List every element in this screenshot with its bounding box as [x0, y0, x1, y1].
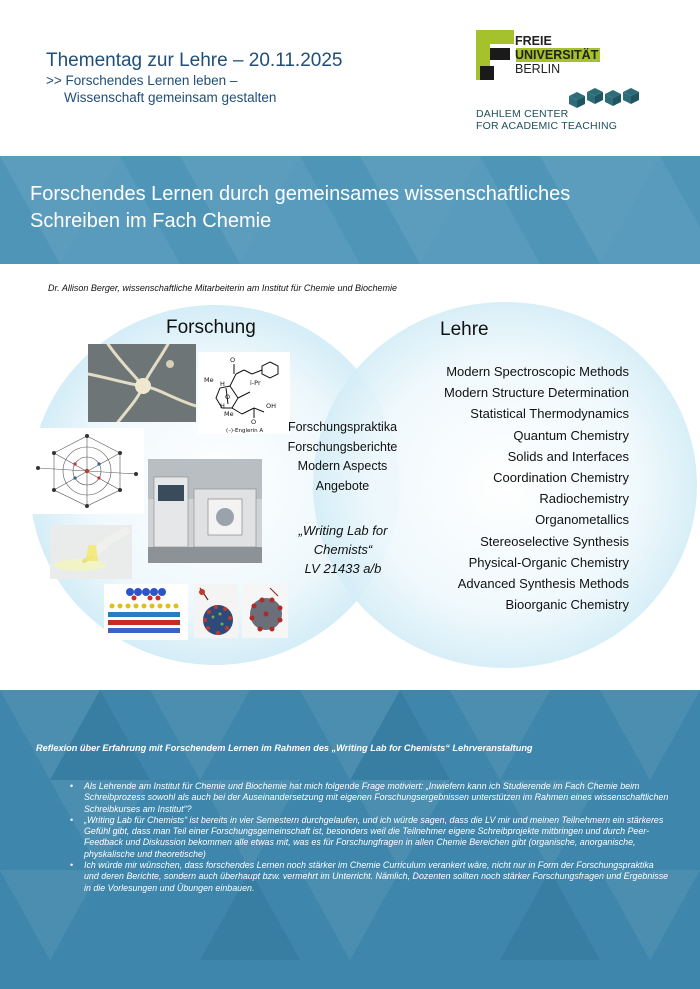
neuron-image — [88, 344, 196, 422]
lehre-heading: Lehre — [440, 319, 489, 340]
lehre-course-item: Bioorganic Chemistry — [505, 597, 629, 613]
event-subtitle-line2: Wissenschaft gemeinsam gestalten — [64, 90, 277, 105]
lab-instrument-image — [148, 459, 262, 563]
poster-title-line1: Forschendes Lernen durch gemeinsames wissenschaftliches — [30, 183, 571, 205]
forschung-heading: Forschung — [166, 317, 256, 338]
lehre-course-item: Stereoselective Synthesis — [480, 533, 629, 549]
dahlem-center-wordmark — [476, 108, 617, 132]
reflection-bullet: • „Writing Lab für Chemists“ ist bereits in vier Semestern durchgelaufen, und ich würde sagen, dass die LV mir und meinen Teilnehmern ein stärkeres Gefühl gibt, dass man Teil einer Forschungsgemeinschaft ist, besonders weil die Teilnehmer eigene Schreibprojekte mitbringen und durch Peer-Feedback und Diskussion bekommen alle etwas mit, was es für Forschungfragen in allen Chemie Bereichen gibt (organische, anorganische, physkalische und theoretische) — [70, 815, 670, 860]
lehre-course-item: Coordination Chemistry — [493, 470, 629, 486]
lehre-course-item: Solids and Interfaces — [507, 448, 629, 464]
reflection-title: Reflexion über Erfahrung mit Forschendem Lernen im Rahmen des „Writing Lab for Chemists“ Lehrveranstaltung — [36, 743, 533, 753]
poster-title-line2: Schreiben im Fach Chemie — [30, 210, 272, 232]
fu-berlin-wordmark — [515, 34, 598, 76]
fu-line3: BERLIN — [515, 62, 561, 76]
englerin-molecule-image — [198, 352, 290, 434]
molecule-atom-o2: O — [225, 393, 231, 401]
event-subtitle-line1: >> Forschendes Lernen leben – — [46, 73, 238, 88]
reflection-bullet: • Als Lehrende am Institut für Chemie und Biochemie hat mich folgende Frage motiviert: „Inwiefern kann ich Studierende im Fach Chemie beim Schreibprozess sowohl als auch bei der Auseinandersetzung mit eigenen Forschungsergebnissen unterstützen im Rahmen eines wissenschaftlichen Schreibkurses am Institut“? — [70, 781, 670, 815]
molecule-atom-o3: O — [251, 418, 257, 426]
molecule-atom-ipr: i-Pr — [250, 379, 261, 387]
writing-lab-line1: „Writing Lab for — [298, 523, 388, 538]
nanoparticle-image-2 — [242, 584, 288, 638]
molecule-atom-h2: H — [220, 402, 225, 410]
center-items-list — [280, 418, 405, 496]
nanoparticle-image-1 — [194, 584, 238, 638]
lehre-course-item: Statistical Thermodynamics — [470, 406, 629, 422]
lehre-course-item: Advanced Synthesis Methods — [457, 576, 629, 592]
dct-line1: DAHLEM CENTER — [476, 108, 569, 120]
molecule-atom-h1: H — [220, 380, 225, 388]
center-item: Angebote — [315, 478, 370, 493]
author-line: Dr. Allison Berger, wissenschaftliche Mitarbeiterin am Institut für Chemie und Biochemie — [48, 283, 397, 293]
fu-line2: UNIVERSITÄT — [515, 48, 599, 62]
molecular-layers-image — [104, 584, 188, 640]
dahlem-center-cubes-icon — [567, 86, 643, 110]
molecule-atom-oh: OH — [266, 402, 277, 410]
center-item: Modern Aspects — [297, 459, 388, 473]
molecule-atom-me1: Me — [204, 376, 214, 384]
molecule-atom-o1: O — [230, 356, 236, 364]
event-title: Thementag zur Lehre – 20.11.2025 — [46, 50, 343, 71]
reflection-bullets — [70, 781, 670, 894]
center-item: Forschungspraktika — [287, 420, 398, 434]
writing-lab-course — [278, 521, 408, 578]
lehre-course-item: Quantum Chemistry — [513, 427, 629, 443]
center-item: Forschungsberichte — [287, 439, 398, 454]
lehre-course-item: Organometallics — [535, 512, 629, 528]
chemistry-experiment-image — [50, 525, 132, 579]
crystal-structure-image — [30, 428, 144, 514]
writing-lab-line2: Chemists“ — [313, 542, 373, 557]
dct-line2: FOR ACADEMIC TEACHING — [476, 120, 618, 132]
lehre-course-list — [444, 361, 629, 615]
lehre-course-item: Radiochemistry — [539, 491, 629, 507]
lehre-course-item: Physical-Organic Chemistry — [468, 554, 629, 570]
molecule-label: (–)-Englerin A — [226, 428, 264, 434]
poster-title — [30, 181, 670, 235]
lehre-course-item: Modern Structure Determination — [444, 385, 629, 401]
fu-line1: FREIE — [515, 34, 552, 48]
reflection-bullet: • Ich würde mir wünschen, dass forschendes Lernen noch stärker im Chemie Curriculum verankert wäre, nicht nur in Form der Forschungspraktika und deren Berichte, sondern auch überhaupt bzw. vermehrt im Unterricht. Nämlich, Dozenten sollten noch stärker Forschungsfragen und Ergebnisse in die Vorlesungen und Übungen einbauen. — [70, 860, 670, 894]
molecule-atom-me2: Me — [224, 410, 234, 418]
lehre-course-item: Modern Spectroscopic Methods — [446, 364, 629, 379]
writing-lab-line3: LV 21433 a/b — [304, 561, 382, 576]
